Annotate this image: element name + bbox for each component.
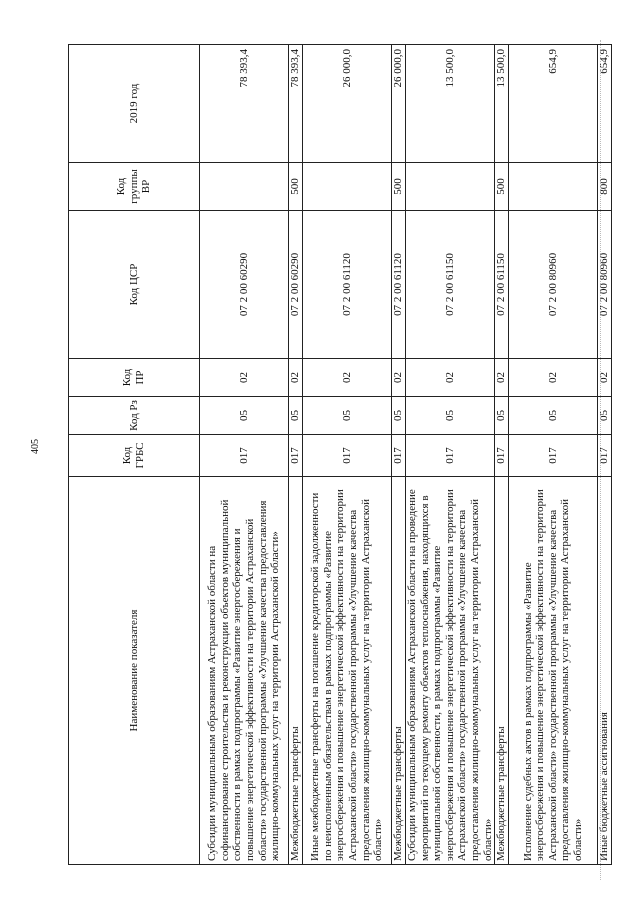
cell-rz: 05 (289, 397, 303, 435)
table-row (406, 45, 495, 865)
cell-name: Субсидии муниципальным образованиям Астраханской области на проведение мероприятий по текущему ремонту объектов теплоснабжения, находящихся в муниципальной собственности, в рамках подпрограммы «Развитие энергосбережения и повышение энергетической эффективности на территории Астраханской области» государственной программы «Улучшение качества предоставления жилищно-коммунальных услуг на территории Астраханской области» (406, 477, 495, 865)
cell-rz: 05 (598, 397, 612, 435)
budget-table (68, 44, 612, 865)
cell-pr: 02 (200, 359, 289, 397)
cell-csr: 07 2 00 80960 (598, 211, 612, 359)
cell-name: Межбюджетные трансферты (495, 477, 509, 865)
cell-grbs: 017 (598, 435, 612, 477)
cell-csr: 07 2 00 61120 (303, 211, 392, 359)
cell-grbs: 017 (289, 435, 303, 477)
cell-grbs: 017 (392, 435, 406, 477)
cell-grbs: 017 (406, 435, 495, 477)
cell-rz: 05 (509, 397, 598, 435)
cell-vr (406, 163, 495, 211)
cell-rz: 05 (392, 397, 406, 435)
cell-amount: 78 393,4 (200, 45, 289, 163)
cell-pr: 02 (303, 359, 392, 397)
cell-rz: 05 (406, 397, 495, 435)
table-row (509, 45, 598, 865)
cell-csr: 07 2 00 60290 (289, 211, 303, 359)
cell-amount: 654,9 (598, 45, 612, 163)
cell-grbs: 017 (200, 435, 289, 477)
table-row (303, 45, 392, 865)
cell-amount: 13 500,0 (495, 45, 509, 163)
cell-rz: 05 (303, 397, 392, 435)
cell-name: Межбюджетные трансферты (289, 477, 303, 865)
table-row (289, 45, 303, 865)
header-rz: Код Рз (69, 397, 200, 435)
cell-amount: 13 500,0 (406, 45, 495, 163)
header-pr: Код ПР (69, 359, 200, 397)
cell-amount: 654,9 (509, 45, 598, 163)
cell-name: Субсидии муниципальным образованиям Астраханской области на софинансирование строительства и реконструкции объектов муниципальной собственности в рамках подпрограммы «Развитие энергосбережения и повышение энергетической эффективности на территории Астраханской области» государственной программы «Улучшение качества предоставления жилищно-коммунальных услуг на территории Астраханской области» (200, 477, 289, 865)
table-row (495, 45, 509, 865)
page-number: 405 (30, 439, 41, 454)
cell-rz: 05 (200, 397, 289, 435)
cell-pr: 02 (598, 359, 612, 397)
cell-csr: 07 2 00 61120 (392, 211, 406, 359)
cell-amount: 26 000,0 (303, 45, 392, 163)
cell-vr (303, 163, 392, 211)
cell-vr (200, 163, 289, 211)
cell-vr (509, 163, 598, 211)
table-header-row (69, 45, 200, 865)
cell-grbs: 017 (509, 435, 598, 477)
cell-csr: 07 2 00 61150 (406, 211, 495, 359)
header-csr: Код ЦСР (69, 211, 200, 359)
cell-vr: 500 (392, 163, 406, 211)
cell-csr: 07 2 00 61150 (495, 211, 509, 359)
budget-table-frame (68, 45, 611, 865)
cell-amount: 26 000,0 (392, 45, 406, 163)
cell-grbs: 017 (495, 435, 509, 477)
header-grbs: Код ГРБС (69, 435, 200, 477)
cell-vr: 800 (598, 163, 612, 211)
cell-csr: 07 2 00 60290 (200, 211, 289, 359)
table-row (392, 45, 406, 865)
cell-name: Межбюджетные трансферты (392, 477, 406, 865)
scan-edge-line (600, 40, 601, 880)
cell-name: Исполнение судебных актов в рамках подпрограммы «Развитие энергосбережения и повышение энергетической эффективности на территории Астраханской области» государственной программы «Улучшение качества предоставления жилищно-коммунальных услуг на территории Астраханской области» (509, 477, 598, 865)
cell-vr: 500 (495, 163, 509, 211)
cell-grbs: 017 (303, 435, 392, 477)
table-row (200, 45, 289, 865)
cell-csr: 07 2 00 80960 (509, 211, 598, 359)
cell-pr: 02 (289, 359, 303, 397)
header-year: 2019 год (69, 45, 200, 163)
header-vr: Код группы ВР (69, 163, 200, 211)
header-name: Наименование показателя (69, 477, 200, 865)
cell-amount: 78 393,4 (289, 45, 303, 163)
cell-rz: 05 (495, 397, 509, 435)
cell-pr: 02 (509, 359, 598, 397)
cell-pr: 02 (392, 359, 406, 397)
cell-name: Иные бюджетные ассигнования (598, 477, 612, 865)
cell-pr: 02 (495, 359, 509, 397)
cell-name: Иные межбюджетные трансферты на погашение кредиторской задолженности по неисполненным обязательствам в рамках подпрограммы «Развитие энергосбережения и повышение энергетической эффективности на территории Астраханской области» государственной программы «Улучшение качества предоставления жилищно-коммунальных услуг на территории Астраханской области» (303, 477, 392, 865)
cell-vr: 500 (289, 163, 303, 211)
cell-pr: 02 (406, 359, 495, 397)
rotated-page-content (68, 45, 611, 865)
